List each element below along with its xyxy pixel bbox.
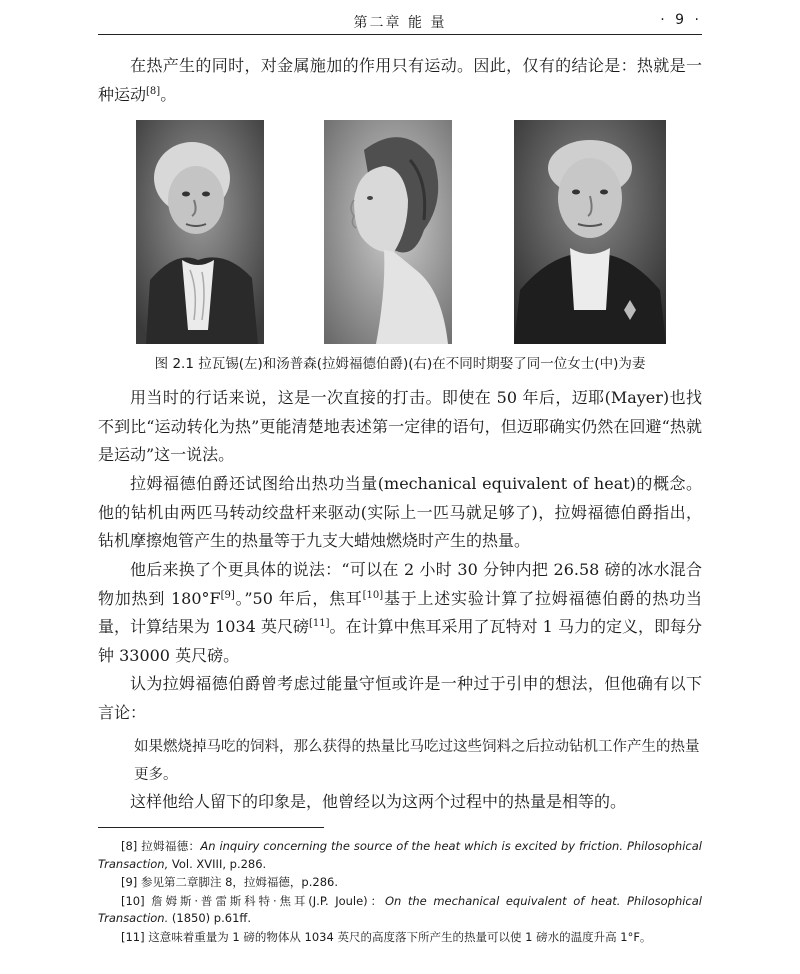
footnote-8	[98, 838, 702, 873]
footnote-prefix: 这意味着重量为 1 磅的物体从 1034 英尺的高度落下所产生的热量可以使 1 磅水的温度升高 1°F。	[148, 929, 652, 944]
footnote-suffix: Vol. XVIII, p.286.	[168, 856, 267, 871]
intro-text: 在热产生的同时，对金属施加的作用只有运动。因此，仅有的结论是：热就是一种运动	[98, 56, 702, 104]
rumford-quote: 如果燃烧掉马吃的饲料，那么获得的热量比马吃过这些饲料之后拉动钻机工作产生的热量更多。	[134, 739, 700, 783]
footnote-title: An inquiry concerning the source of the heat which is excited by friction. Philosophical Transaction,	[98, 839, 702, 871]
figure-2-1	[0, 120, 800, 344]
footnote-rule	[98, 827, 324, 828]
mayer-text: 用当时的行话来说，这是一次直接的打击。即使在 50 年后，迈耶(Mayer)也找不到比“运动转化为热”更能清楚地表述第一定律的语句，但迈耶确实仍然在回避“热就是运动”这一说法。	[98, 388, 702, 464]
footnote-number: [11]	[121, 929, 145, 944]
footnote-ref-8[interactable]: [8]	[146, 85, 161, 97]
final-paragraph	[98, 788, 702, 817]
footnote-ref-9[interactable]: [9]	[220, 589, 235, 601]
page-number: · 9 ·	[660, 12, 702, 28]
footnote-10	[98, 893, 702, 928]
idea-paragraph	[98, 670, 702, 727]
footnote-ref-11[interactable]: [11]	[308, 618, 330, 629]
footnote-prefix: 拉姆福德：	[141, 839, 201, 853]
portrait-left	[136, 120, 264, 344]
mayer-paragraph	[98, 384, 702, 470]
footnote-prefix: 参见第二章脚注 8，拉姆福德，p.286.	[140, 875, 338, 889]
idea-text: 认为拉姆福德伯爵曾考虑过能量守恒或许是一种过于引申的想法，但他确有以下言论：	[98, 674, 702, 722]
footnote-ref-10[interactable]: [10]	[362, 589, 384, 601]
portrait-middle	[324, 120, 452, 344]
portrait-man-wig-icon	[136, 120, 264, 344]
portrait-man-older-icon	[514, 120, 666, 344]
running-header	[98, 10, 702, 35]
portrait-right	[514, 120, 666, 344]
footnote-title: On the mechanical equivalent of heat. Philosophical Transaction.	[98, 893, 702, 925]
figure-caption: 图 2.1 拉瓦锡(左)和汤普森(拉姆福德伯爵)(右)在不同时期娶了同一位女士(中)为妻	[154, 356, 646, 372]
intro-paragraph	[98, 52, 702, 109]
footnote-9	[98, 874, 702, 892]
rumford-text: 拉姆福德伯爵还试图给出热功当量(mechanical equivalent of heat)的概念。他的钻机由两匹马转动绞盘杆来驱动(实际上一匹马就足够了)，拉姆福德伯爵指出，钻机摩擦炮管产生的热量等于九支大蜡烛燃烧时产生的热量。	[98, 474, 702, 550]
intro-end: 。	[160, 84, 177, 104]
footnote-suffix: (1850) p.61ff.	[168, 911, 251, 925]
chapter-title: 第二章 能 量	[353, 15, 447, 31]
footnote-number: [8]	[121, 839, 138, 853]
joule-text-4: 。在计算中焦耳采用了瓦特对 1 马力的定义，即每分钟 33000 英尺磅。	[98, 617, 702, 665]
footnotes	[98, 838, 702, 946]
rumford-paragraph	[98, 470, 702, 556]
joule-text-2: 。”50 年后，焦耳	[234, 588, 363, 608]
footnote-number: [10]	[121, 893, 145, 908]
joule-text-3: 基于上述实验计算了拉姆福德伯爵的热功当量，计算结果为 1034 英尺磅	[98, 588, 702, 636]
footnote-prefix: 詹姆斯·普雷斯科特·焦耳(J.P. Joule)：	[151, 893, 385, 908]
joule-paragraph	[98, 556, 702, 670]
final-text: 这样他给人留下的印象是，他曾经以为这两个过程中的热量是相等的。	[130, 792, 627, 811]
footnote-11	[98, 929, 702, 947]
joule-text-1: 他后来换了个更具体的说法：“可以在 2 小时 30 分钟内把 26.58 磅的冰水混合物加热到 180°F	[98, 560, 702, 608]
footnote-number: [9]	[121, 875, 138, 889]
portrait-woman-profile-icon	[324, 120, 452, 344]
